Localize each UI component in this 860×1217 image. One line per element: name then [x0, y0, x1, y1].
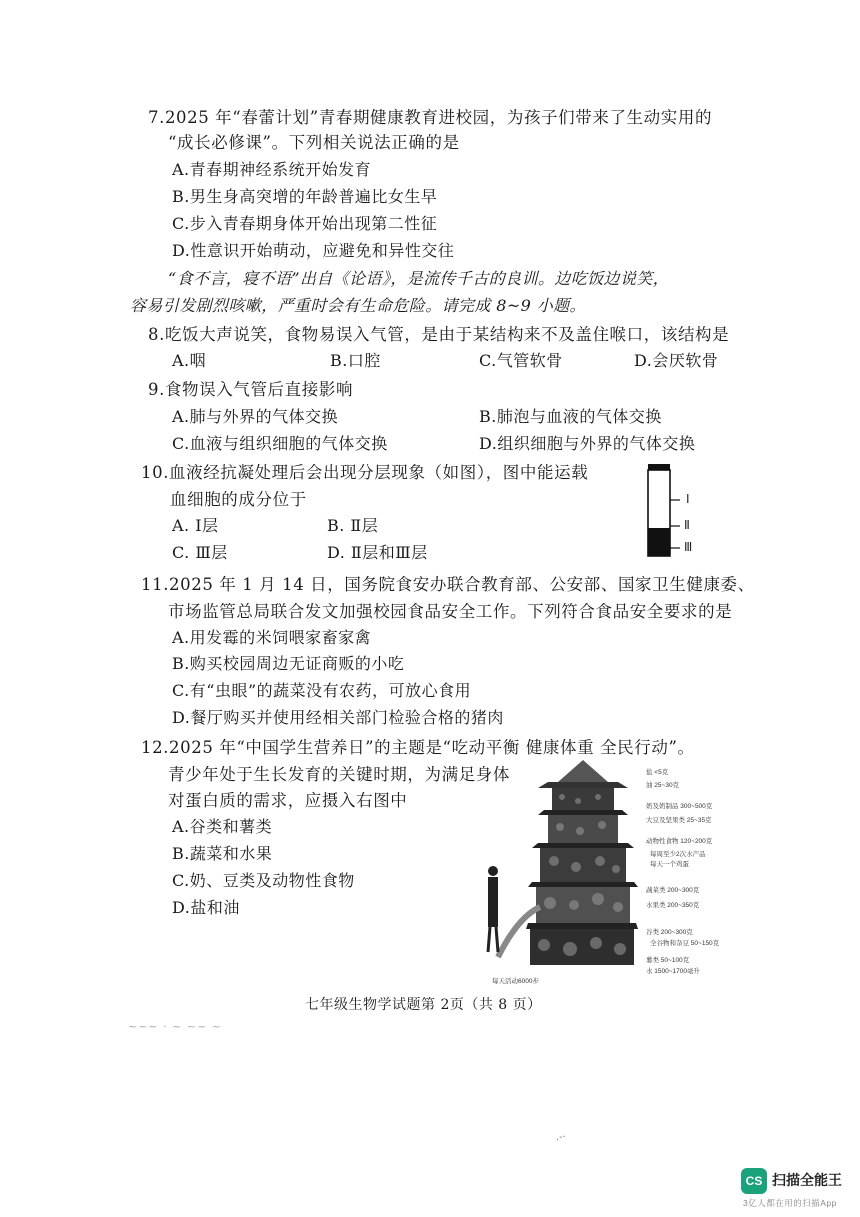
q11-option-c: C.有“虫眼”的蔬菜没有农药，可放心食用: [172, 681, 472, 700]
q12-option-a: A.谷类和薯类: [172, 817, 273, 836]
q10-stem-line1: 10.血液经抗凝处理后会出现分层现象（如图），图中能运载: [141, 463, 589, 482]
pagoda-label-animal-food: 动物性食物 120~200克: [646, 838, 713, 845]
q12-option-c: C.奶、豆类及动物性食物: [172, 871, 355, 890]
q9-option-a: A.肺与外界的气体交换: [172, 407, 339, 426]
q7-option-b: B.男生身高突增的年龄普遍比女生早: [172, 187, 438, 206]
q12-option-b: B.蔬菜和水果: [172, 844, 273, 863]
q8-stem: 8.吃饭大声说笑，食物易误入气管，是由于某结构来不及盖住喉口，该结构是: [148, 325, 730, 344]
q8-option-b: B.口腔: [330, 351, 381, 370]
q7-option-d: D.性意识开始萌动，应避免和异性交往: [172, 241, 455, 260]
q12-stem-line3: 对蛋白质的需求，应摄入右图中: [168, 791, 408, 810]
pagoda-label-soy-nuts: 大豆及坚果类 25~35克: [646, 817, 712, 824]
scan-artifact-dot: .-·: [556, 1132, 566, 1143]
camscanner-tagline: 3亿人都在用的扫描App: [743, 1198, 837, 1208]
q12-stem-line1: 12.2025 年“中国学生营养日”的主题是“吃动平衡 健康体重 全民行动”。: [141, 738, 695, 757]
camscanner-name: 扫描全能王: [772, 1172, 842, 1188]
tube-layer-2-label: Ⅱ: [684, 518, 690, 532]
q7-stem-line1: 7.2025 年“春蕾计划”青春期健康教育进校园，为孩子们带来了生动实用的: [148, 108, 713, 127]
q8-option-a: A.咽: [172, 351, 207, 370]
q8-option-c: C.气管软骨: [479, 351, 563, 370]
page-footer: 七年级生物学试题第 2页（共 8 页）: [305, 997, 542, 1013]
q11-stem-line1: 11.2025 年 1 月 14 日，国务院食安办联合教育部、公安部、国家卫生健康委、: [141, 575, 755, 594]
q7-stem-line2: “成长必修课”。下列相关说法正确的是: [168, 133, 460, 152]
pagoda-label-grains: 谷类 200~300克: [646, 929, 693, 936]
q10-option-c: C. Ⅲ层: [172, 543, 228, 562]
pagoda-label-activity: 每天活动6000步: [492, 978, 539, 985]
q9-option-c: C.血液与组织细胞的气体交换: [172, 434, 388, 453]
tube-layer-3-label: Ⅲ: [684, 540, 693, 554]
q10-option-d: D. Ⅱ层和Ⅲ层: [327, 543, 428, 562]
pagoda-label-salt: 盐 <5克: [646, 769, 669, 776]
q9-option-b: B.肺泡与血液的气体交换: [479, 407, 662, 426]
pagoda-label-seafood: 每周至少2次水产品: [650, 851, 706, 858]
q9-option-d: D.组织细胞与外界的气体交换: [479, 434, 696, 453]
q10-stem-line2: 血细胞的成分位于: [170, 490, 307, 509]
q9-stem: 9.食物误入气管后直接影响: [148, 380, 354, 399]
pagoda-label-oil: 油 25~30克: [646, 782, 680, 789]
pagoda-label-tubers: 薯类 50~100克: [646, 957, 690, 964]
tube-layer-1-label: Ⅰ: [686, 492, 690, 506]
pagoda-label-egg: 每天一个鸡蛋: [650, 861, 689, 868]
q7-option-c: C.步入青春期身体开始出现第二性征: [172, 214, 438, 233]
passage-line1: “食不言，寝不语”出自《论语》，是流传千古的良训。边吃饭边说笑，: [168, 269, 670, 288]
q12-option-d: D.盐和油: [172, 898, 240, 917]
q10-option-b: B. Ⅱ层: [327, 516, 379, 535]
pagoda-label-whole-grains: 全谷物和杂豆 50~150克: [650, 940, 720, 947]
pagoda-label-dairy: 奶及奶制品 300~500克: [646, 803, 713, 810]
q7-option-a: A.青春期神经系统开始发育: [172, 160, 372, 179]
q10-option-a: A. Ⅰ层: [172, 516, 219, 535]
q12-stem-line2: 青少年处于生长发育的关键时期，为满足身体: [168, 765, 510, 784]
passage-line2: 容易引发剧烈咳嗽，严重时会有生命危险。请完成 8~9 小题。: [130, 296, 586, 315]
pagoda-label-fruits: 水果类 200~350克: [646, 902, 700, 909]
pagoda-label-vegetables: 蔬菜类 200~300克: [646, 887, 700, 894]
pagoda-label-water: 水 1500~1700毫升: [646, 968, 701, 975]
q11-stem-line2: 市场监管总局联合发文加强校园食品安全工作。下列符合食品安全要求的是: [168, 602, 733, 621]
q11-option-b: B.购买校园周边无证商贩的小吃: [172, 654, 405, 673]
q11-option-d: D.餐厅购买并使用经相关部门检验合格的猪肉: [172, 708, 504, 727]
scan-artifact-scribble: ~~~ · ~ ~~ ~: [128, 1020, 223, 1033]
camscanner-logo-icon: CS: [741, 1168, 767, 1194]
q8-option-d: D.会厌软骨: [634, 351, 719, 370]
q11-option-a: A.用发霉的米饲喂家畜家禽: [172, 628, 372, 647]
